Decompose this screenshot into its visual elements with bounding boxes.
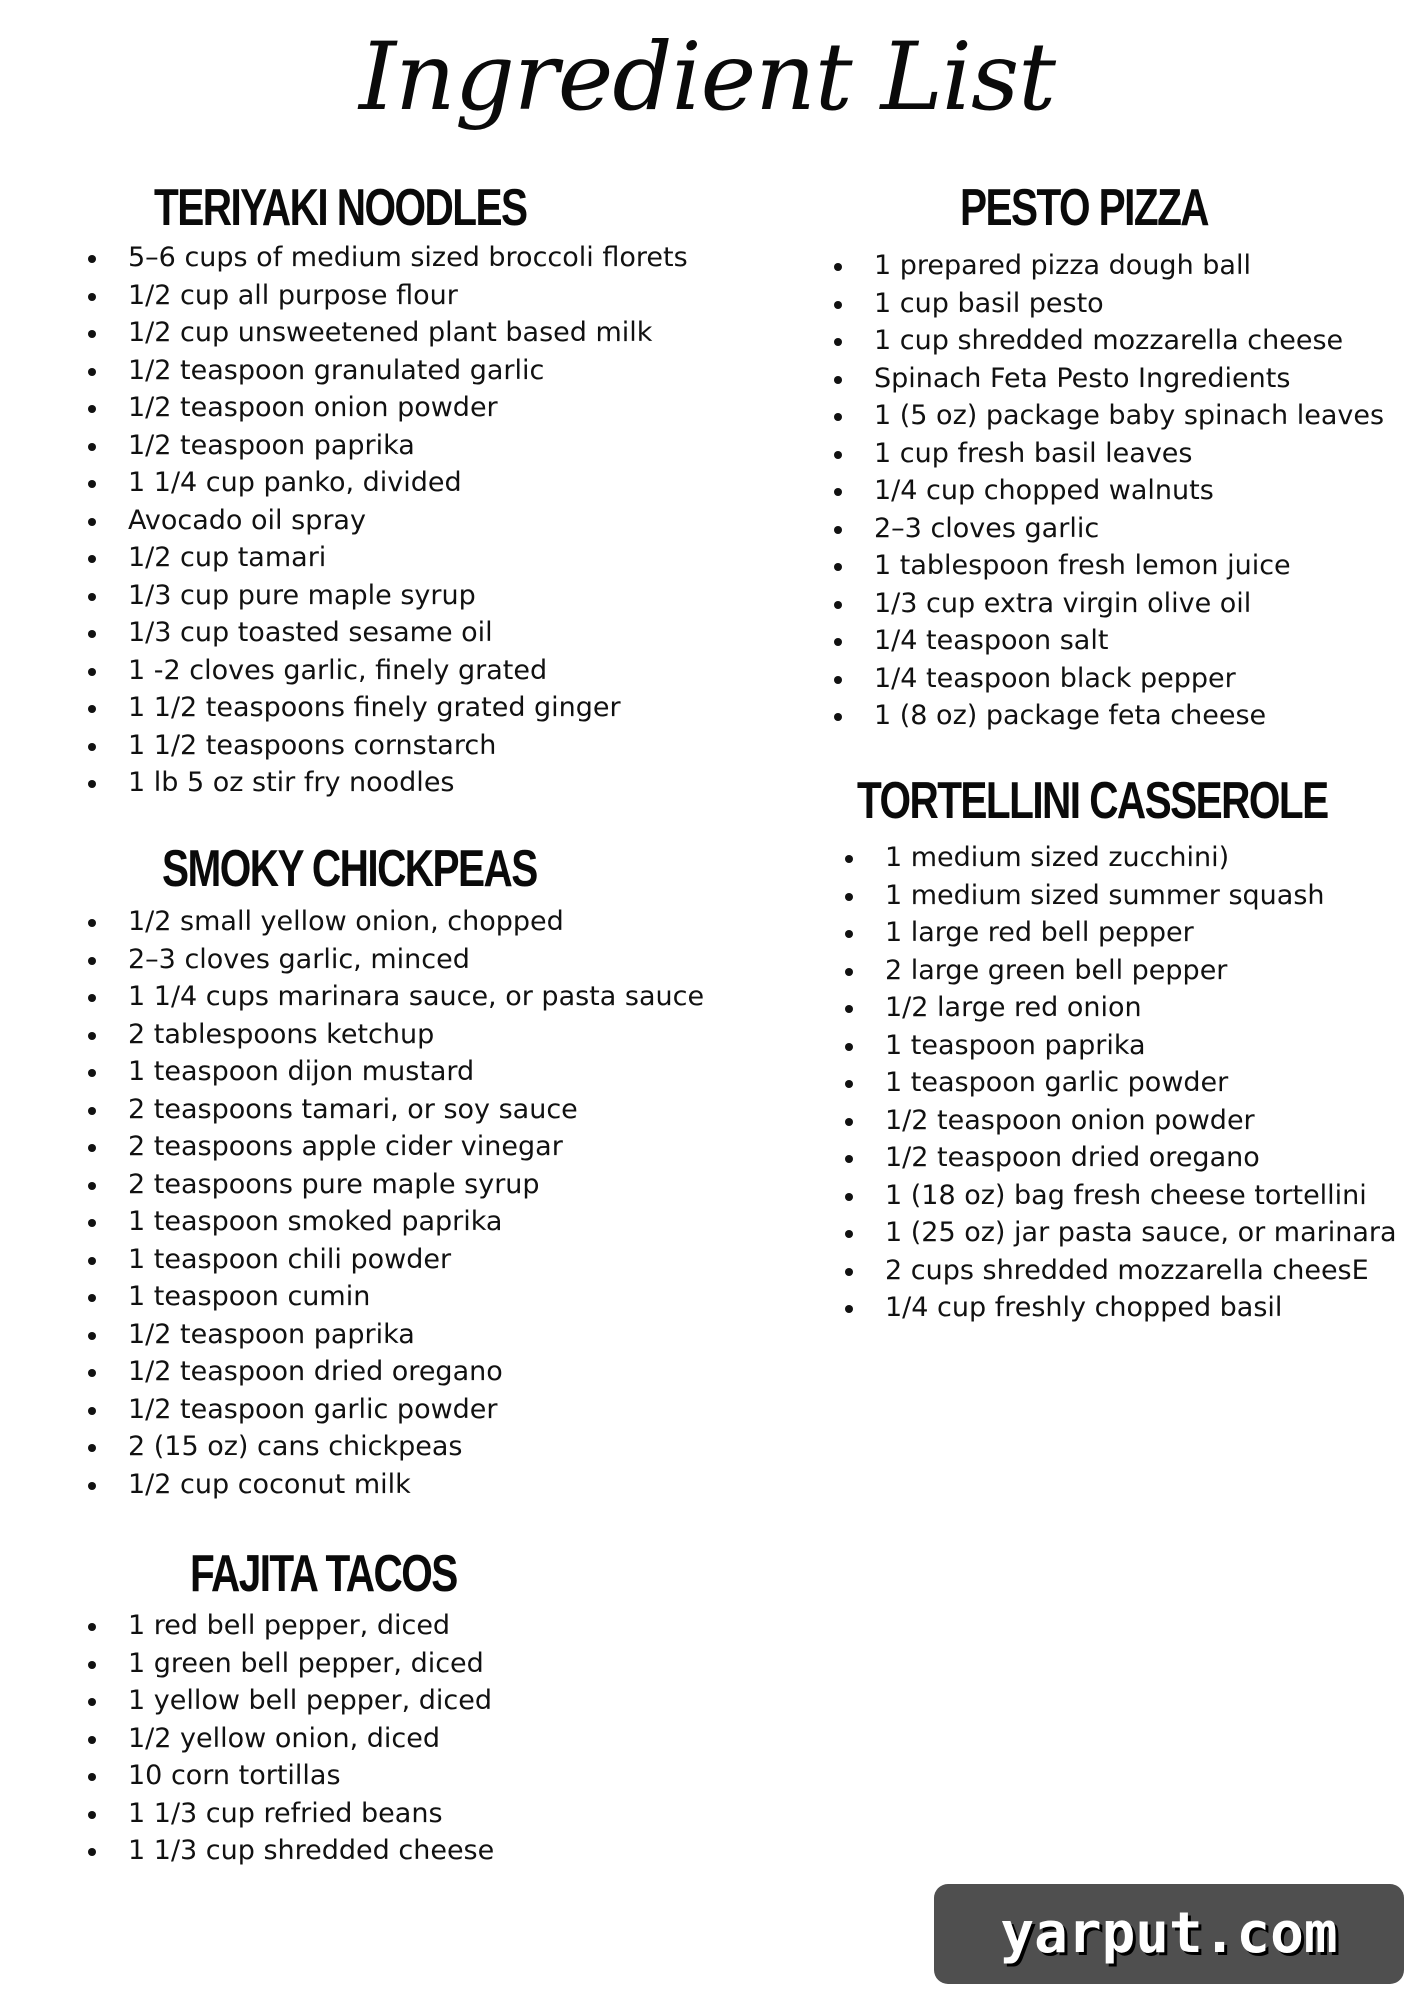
- ingredient-item: 2 (15 oz) cans chickpeas: [88, 1428, 704, 1466]
- ingredient-item: 10 corn tortillas: [88, 1757, 494, 1795]
- ingredient-item: 1 teaspoon cumin: [88, 1278, 704, 1316]
- ingredient-item: 1 cup fresh basil leaves: [834, 435, 1384, 473]
- section-title: TORTELLINI CASSEROLE: [857, 772, 1328, 830]
- ingredient-item: 2 teaspoons apple cider vinegar: [88, 1128, 704, 1166]
- ingredient-item: 1/2 teaspoon dried oregano: [88, 1353, 704, 1391]
- ingredient-item: 1/4 cup chopped walnuts: [834, 472, 1384, 510]
- watermark-badge: yarput.com: [934, 1884, 1404, 1984]
- ingredient-item: 1/2 teaspoon granulated garlic: [88, 352, 688, 390]
- ingredient-list: [88, 1607, 494, 1870]
- ingredient-item: 1 yellow bell pepper, diced: [88, 1682, 494, 1720]
- ingredient-list: [834, 247, 1384, 735]
- ingredient-item: 1 teaspoon chili powder: [88, 1241, 704, 1279]
- ingredient-item: 1 teaspoon dijon mustard: [88, 1053, 704, 1091]
- ingredient-item: 1/2 small yellow onion, chopped: [88, 903, 704, 941]
- ingredient-item: 2 tablespoons ketchup: [88, 1016, 704, 1054]
- ingredient-item: 2 teaspoons pure maple syrup: [88, 1166, 704, 1204]
- ingredient-item: 1/2 teaspoon paprika: [88, 427, 688, 465]
- page-title: Ingredient List: [359, 23, 1055, 132]
- ingredient-item: 1 red bell pepper, diced: [88, 1607, 494, 1645]
- ingredient-item: Avocado oil spray: [88, 502, 688, 540]
- ingredient-item: 1 1/2 teaspoons cornstarch: [88, 727, 688, 765]
- ingredient-item: 1/3 cup pure maple syrup: [88, 577, 688, 615]
- section-title: PESTO PIZZA: [960, 179, 1209, 237]
- ingredient-item: 1/2 cup unsweetened plant based milk: [88, 314, 688, 352]
- ingredient-item: 1 1/3 cup refried beans: [88, 1795, 494, 1833]
- ingredient-item: 1/2 teaspoon onion powder: [88, 389, 688, 427]
- ingredient-item: 1/2 teaspoon garlic powder: [88, 1391, 704, 1429]
- ingredient-item: 1 teaspoon smoked paprika: [88, 1203, 704, 1241]
- ingredient-item: 1 1/4 cup panko, divided: [88, 464, 688, 502]
- ingredient-item: 1/2 large red onion: [845, 989, 1397, 1027]
- ingredient-item: 1 teaspoon garlic powder: [845, 1064, 1397, 1102]
- ingredient-item: Spinach Feta Pesto Ingredients: [834, 360, 1384, 398]
- ingredient-item: 2 teaspoons tamari, or soy sauce: [88, 1091, 704, 1129]
- ingredient-item: 2 large green bell pepper: [845, 952, 1397, 990]
- ingredient-item: 1/3 cup toasted sesame oil: [88, 614, 688, 652]
- section-title: FAJITA TACOS: [190, 1545, 457, 1603]
- ingredient-item: 1/2 teaspoon onion powder: [845, 1102, 1397, 1140]
- ingredient-item: 1 green bell pepper, diced: [88, 1645, 494, 1683]
- ingredient-item: 1/2 cup coconut milk: [88, 1466, 704, 1504]
- ingredient-item: 1 medium sized summer squash: [845, 877, 1397, 915]
- ingredient-item: 1/2 cup all purpose flour: [88, 277, 688, 315]
- ingredient-item: 1 -2 cloves garlic, finely grated: [88, 652, 688, 690]
- ingredient-item: 1 1/4 cups marinara sauce, or pasta sauce: [88, 978, 704, 1016]
- ingredient-item: 1 lb 5 oz stir fry noodles: [88, 764, 688, 802]
- ingredient-list: [845, 839, 1397, 1327]
- ingredient-item: 5–6 cups of medium sized broccoli florets: [88, 239, 688, 277]
- ingredient-item: 1/2 yellow onion, diced: [88, 1720, 494, 1758]
- ingredient-list: [88, 903, 704, 1503]
- section-title: SMOKY CHICKPEAS: [162, 840, 537, 898]
- ingredient-item: 1 teaspoon paprika: [845, 1027, 1397, 1065]
- ingredient-item: 1 medium sized zucchini): [845, 839, 1397, 877]
- ingredient-list: [88, 239, 688, 802]
- ingredient-item: 1 (25 oz) jar pasta sauce, or marinara: [845, 1214, 1397, 1252]
- ingredient-item: 1 cup basil pesto: [834, 285, 1384, 323]
- ingredient-item: 1/2 cup tamari: [88, 539, 688, 577]
- section-title: TERIYAKI NOODLES: [154, 179, 527, 237]
- ingredient-item: 1 cup shredded mozzarella cheese: [834, 322, 1384, 360]
- ingredient-item: 2–3 cloves garlic, minced: [88, 941, 704, 979]
- ingredient-item: 1 (5 oz) package baby spinach leaves: [834, 397, 1384, 435]
- ingredient-item: 1 large red bell pepper: [845, 914, 1397, 952]
- ingredient-item: 1 prepared pizza dough ball: [834, 247, 1384, 285]
- ingredient-item: 1 (8 oz) package feta cheese: [834, 697, 1384, 735]
- ingredient-item: 1/4 cup freshly chopped basil: [845, 1289, 1397, 1327]
- ingredient-item: 1 1/2 teaspoons finely grated ginger: [88, 689, 688, 727]
- ingredient-item: 1/2 teaspoon paprika: [88, 1316, 704, 1354]
- ingredient-item: 2 cups shredded mozzarella cheesE: [845, 1252, 1397, 1290]
- ingredient-item: 2–3 cloves garlic: [834, 510, 1384, 548]
- ingredient-item: 1/2 teaspoon dried oregano: [845, 1139, 1397, 1177]
- ingredient-item: 1 1/3 cup shredded cheese: [88, 1832, 494, 1870]
- ingredient-item: 1/3 cup extra virgin olive oil: [834, 585, 1384, 623]
- ingredient-item: 1/4 teaspoon salt: [834, 622, 1384, 660]
- ingredient-item: 1 (18 oz) bag fresh cheese tortellini: [845, 1177, 1397, 1215]
- ingredient-item: 1/4 teaspoon black pepper: [834, 660, 1384, 698]
- ingredient-item: 1 tablespoon fresh lemon juice: [834, 547, 1384, 585]
